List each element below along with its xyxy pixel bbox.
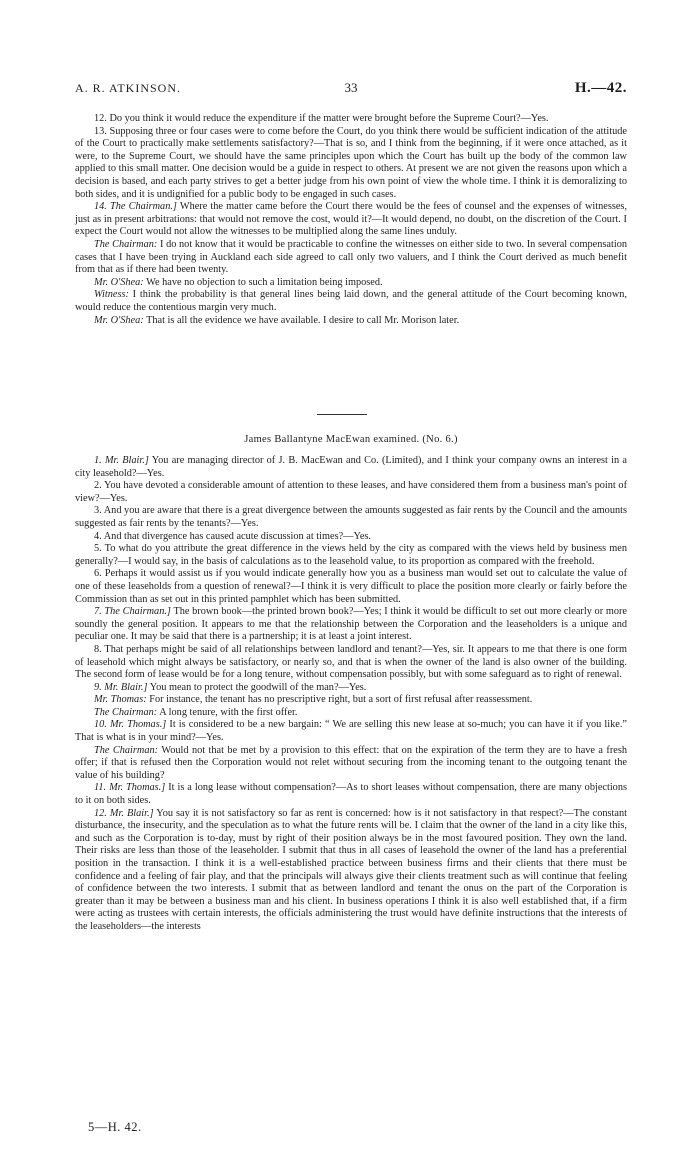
speaker-label: The Chairman: (94, 706, 158, 718)
testimony-paragraph (75, 782, 627, 807)
paragraph-text: Would not that be met by a provision to this effect: that on the expiration of the term they are to have a fresh offer; if that is refused then the Corporation would not relet without securing from the incoming tenant to the outgoing tenant the value of his building? (75, 744, 627, 781)
testimony-paragraph (75, 606, 627, 644)
speaker-label: 10. Mr. Thomas.] (94, 719, 167, 731)
testimony-paragraph (75, 126, 627, 202)
paragraph-text: That is all the evidence we have available. I desire to call Mr. Morison later. (143, 314, 460, 326)
paper-reference: H.—42. (574, 80, 627, 96)
testimony-paragraph (75, 455, 627, 480)
paragraph-text: You are managing director of J. B. MacEwan and Co. (Limited), and I think your company owns an interest in a city leasehold?—Yes. (75, 455, 627, 479)
testimony-paragraph (75, 113, 627, 126)
evidence-section-macewan (75, 455, 627, 934)
testimony-paragraph (75, 707, 627, 720)
testimony-paragraph (75, 568, 627, 606)
paragraph-text: 5. To what do you attribute the great difference in the views held by the city as compared with the views held by business men generally?—I would say, in the basis of calculations as to the leasehold value, to its proportion as compared with the freehold. (75, 543, 627, 567)
witness-heading: James Ballantyne MacEwan examined. (No. 6.) (244, 434, 458, 445)
paragraph-text: 12. Do you think it would reduce the expenditure if the matter were brought before the Supreme Court?—Yes. (94, 113, 549, 124)
evidence-section-atkinson (75, 113, 627, 327)
paragraph-text: 3. And you are aware that there is a great divergence between the amounts suggested as fair rents by the Council and the amounts suggested as fair rents by the tenants?—Yes. (75, 505, 627, 529)
paragraph-text: 2. You have devoted a considerable amount of attention to these leases, and have considered them from a business man's point of view?—Yes. (75, 480, 627, 504)
speaker-label: Mr. Thomas: (94, 694, 147, 706)
testimony-paragraph (75, 543, 627, 568)
testimony-paragraph (75, 480, 627, 505)
testimony-paragraph (75, 644, 627, 682)
paragraph-text: You mean to protect the goodwill of the man?—Yes. (147, 681, 367, 693)
testimony-paragraph (75, 682, 627, 695)
speaker-label: 14. The Chairman.] (94, 201, 177, 213)
speaker-label: 11. Mr. Thomas.] (94, 782, 166, 794)
testimony-paragraph (75, 277, 627, 290)
paragraph-text: 8. That perhaps might be said of all relationships between landlord and tenant?—Yes, sir. It appears to me that there is one form of leasehold which might always be satisfactory, or nearly so, and that is when the owner of the land is also owner of the building. The second form of lease would be for a long tenure, without compensation possibly, but with some safeguard as to right of renewal. (75, 643, 627, 681)
testimony-paragraph (75, 531, 627, 544)
testimony-paragraph (75, 745, 627, 783)
paragraph-text: A long tenure, with the first offer. (157, 706, 298, 718)
page-number: 33 (344, 80, 358, 95)
testimony-paragraph (75, 201, 627, 239)
testimony-paragraph (75, 694, 627, 707)
speaker-label: 7. The Chairman.] (94, 606, 171, 618)
paragraph-text: 13. Supposing three or four cases were to come before the Court, do you think there would be sufficient indication of the attitude of the Court to practically make settlements satisfactory?—That is so, and I think from the beginning, if it were once attached, as it were, to the Supreme Court, we should have the same principles upon which the Court has built up the body of the common law applied to this small matter. One decision would be a guide in respect to others. At present we are not given the reasons upon which a decision is based, and each party strives to get a better judge from his own point of view the whole time. I think it is demoralizing to both sides, and it is undignified for a public body to be engaged in such cases. (75, 125, 627, 200)
speaker-label: Mr. O'Shea: (94, 314, 144, 326)
speaker-label: The Chairman: (94, 238, 158, 250)
paragraph-text: It is a long lease without compensation?—As to short leases without compensation, there are many objections to it on both sides. (75, 782, 627, 807)
speaker-label: Witness: (94, 289, 129, 301)
testimony-paragraph (75, 289, 627, 314)
paragraph-text: 6. Perhaps it would assist us if you would indicate generally how you as a business man would set out to calculate the value of one of these leaseholds from a question of renewal?—I think it is very difficult to place the position more clearly or fairly before the Commission than as set out in this printed pamphlet which has been submitted. (75, 568, 627, 605)
testimony-paragraph (75, 808, 627, 934)
paragraph-text: For instance, the tenant has no prescriptive right, but a sort of first refusal after reassessment. (146, 694, 533, 706)
testimony-paragraph (75, 505, 627, 530)
header-author: A. R. ATKINSON. (75, 81, 182, 95)
testimony-paragraph (75, 719, 627, 744)
paragraph-text: We have no objection to such a limitation being imposed. (143, 276, 383, 288)
speaker-label: 12. Mr. Blair.] (94, 807, 154, 819)
testimony-paragraph (75, 315, 627, 328)
paragraph-text: I think the probability is that general lines being laid down, and the general attitude of the Court becoming known, would reduce the contentious margin very much. (75, 289, 627, 313)
speaker-label: 1. Mr. Blair.] (94, 455, 149, 466)
paragraph-text: You say it is not satisfactory so far as rent is concerned: how is it not satisfactory in that respect?—The constant disturbance, the insecurity, and the speculation as to what the future rents will be. I claim that the owner of the land in a city like this, and such as the Corporation is to-day, must by right of their position always be in the most favoured position. They own the land. Their risks are less than those of the leaseholder. I submit that thus in all cases of leasehold the owner of the land has a preferential position in the transaction. I think it is a well-established practice between business firms and their clients that there must be confidence and a feeling of fair play, and that the principals will always give their clients treatment such as will continue that feeling of confidence between the two interests. I submit that as between landlord and tenant the onus on the part of the Corporation is greater than it may be between a business man and his client. In business operations I think it is also well established that, if a firm were acting as trustees with certain interests, the officials administering the trust would have definite instructions that the interests of the leaseholders—the interests (75, 807, 627, 932)
paragraph-text: It is considered to be a new bargain: “ We are selling this new lease at so-much; you can have it if you like.” That is what is in your mind?—Yes. (75, 719, 627, 744)
speaker-label: The Chairman: (94, 744, 159, 756)
speaker-label: 9. Mr. Blair.] (94, 681, 148, 693)
section-divider (317, 414, 367, 415)
paragraph-text: 4. And that divergence has caused acute discussion at times?—Yes. (94, 530, 372, 542)
signature-footer: 5—H. 42. (88, 1120, 142, 1134)
testimony-paragraph (75, 239, 627, 277)
paragraph-text: I do not know that it would be practicable to confine the witnesses on either side to two. In several compensation cases that I have been trying in Auckland each side agreed to call only two valuers, and I think the Court derived as much benefit from that as if there had been twenty. (75, 238, 627, 276)
paragraph-text: The brown book—the printed brown book?—Yes; I think it would be difficult to set out more clearly or more soundly the general position. It appears to me that the relationship between the Corporation and the leaseholders is a unique and peculiar one. It may be said that there is a partnership; it is at least a joint interest. (75, 606, 627, 643)
speaker-label: Mr. O'Shea: (94, 276, 144, 288)
paragraph-text: Where the matter came before the Court there would be the fees of counsel and the expenses of witnesses, just as in present arbitrations: that would not remove the cost, would it?—It would depend, no doubt, on the discretion of the Court. I expect the Court would not allow the witnesses to be multiplied along the same lines unduly. (75, 201, 627, 238)
page-header (75, 80, 627, 100)
